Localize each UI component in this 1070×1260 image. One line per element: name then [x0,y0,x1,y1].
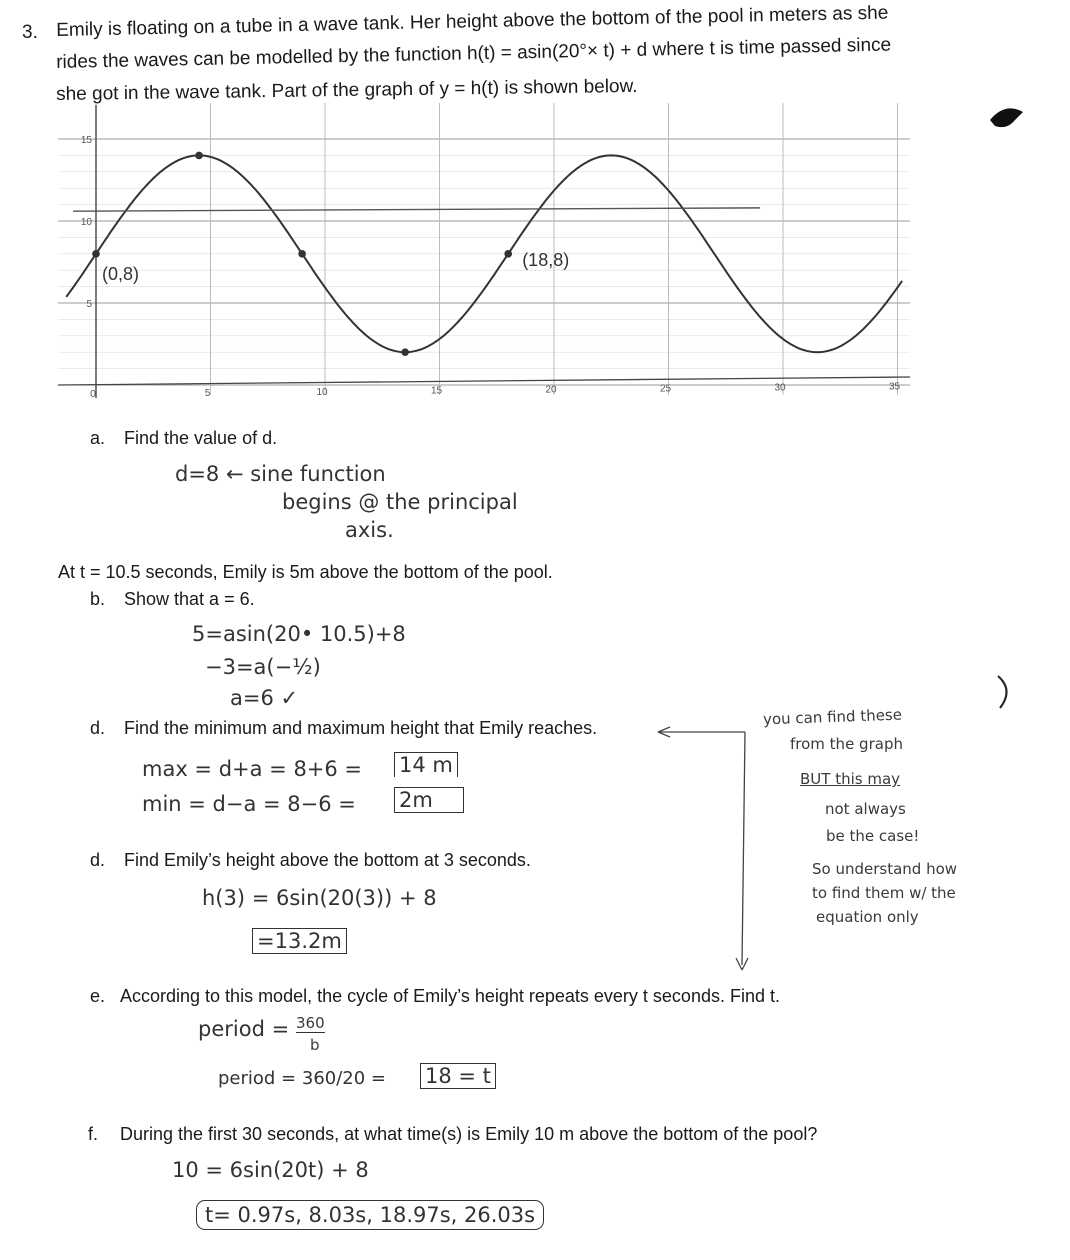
part-c-label: d. [90,718,106,738]
part-e-work-1-numerator: 360 [296,1014,325,1032]
x-tick-label: 20 [545,384,557,396]
part-d-prompt: Find Emily’s height above the bottom at 3 seconds. [124,850,531,870]
part-e-answer: 18 = t [420,1063,496,1089]
question-text-line-3: she got in the wave tank. Part of the graph of y = h(t) is shown below. [56,75,638,105]
part-f-label: f. [88,1124,99,1144]
graph-axes [58,105,910,398]
margin-arrow [650,720,770,980]
part-a-prompt: Find the value of d. [124,428,278,448]
x-tick-label: 30 [774,382,786,394]
point-label-0-8: (0,8) [102,263,140,284]
part-f-prompt: During the first 30 seconds, at what time(s) is Emily 10 m above the bottom of the pool? [120,1124,818,1144]
part-a-work-3: axis. [345,518,394,542]
part-e-work-1-denominator: b [310,1036,320,1054]
context-statement: At t = 10.5 seconds, Emily is 5m above the bottom of the pool. [58,562,553,582]
part-c-min-answer: 2m [394,787,464,813]
y-tick-labels [81,135,93,310]
part-b-work-3: a=6 ✓ [230,686,299,710]
margin-note-line-4: not always [825,800,906,818]
x-tick-label: 15 [430,385,443,397]
part-a-work-2: begins @ the principal [282,490,518,514]
margin-note-line-6: So understand how [812,860,958,878]
question-text-line-2: rides the waves can be modelled by the function h(t) = asin(20°× t) + d where t is time passed since [56,34,892,73]
y-tick-label: 10 [80,217,92,228]
y-tick-label: 5 [86,299,92,310]
margin-note-line-3: BUT this may [800,770,901,788]
curve-point [195,152,203,160]
part-d-work: h(3) = 6sin(20(3)) + 8 [202,886,437,910]
curve-point [298,250,306,258]
corner-arrow-mark [985,100,1030,140]
margin-note-line-2: from the graph [790,735,903,753]
question-text-line-1: Emily is floating on a tube in a wave tank. Her height above the bottom of the pool in meters as she [56,2,889,41]
drawn-reference-line [73,208,760,211]
part-c-min-work: min = d−a = 8−6 = [142,792,356,816]
part-a-work-1: d=8 ← sine function [175,462,386,486]
part-f-work: 10 = 6sin(20t) + 8 [172,1158,369,1182]
margin-note-line-5: be the case! [826,827,920,845]
part-c-max-work: max = d+a = 8+6 = [142,757,363,781]
part-d-answer: =13.2m [252,928,347,954]
question-number: 3. [22,22,38,43]
point-label-18-8: (18,8) [522,249,570,270]
part-b-label: b. [90,589,106,609]
margin-parenthesis-mark [990,672,1020,712]
part-b-work-1: 5=asin(20• 10.5)+8 [192,622,406,646]
curve-point [504,250,512,258]
part-e-work-2: period = 360/20 = [218,1068,386,1089]
x-tick-label: 5 [204,387,211,399]
x-tick-label: 0 [90,389,96,400]
part-d-label: d. [90,850,106,870]
margin-note-line-7: to find them w/ the [812,884,956,902]
curve-point [401,348,409,356]
part-c-max-answer: 14 m [394,752,458,777]
margin-note-line-1: you can find these [762,705,903,729]
curve-point [92,250,100,258]
part-c-prompt: Find the minimum and maximum height that Emily reaches. [124,718,598,738]
part-e-prompt: According to this model, the cycle of Emily’s height repeats every t seconds. Find t. [120,986,780,1006]
part-e-label: e. [90,986,106,1006]
part-a-label: a. [90,428,106,448]
part-b-prompt: Show that a = 6. [124,589,255,609]
x-tick-label: 25 [659,383,672,395]
x-tick-label: 10 [316,386,328,398]
part-f-answer: t= 0.97s, 8.03s, 18.97s, 26.03s [196,1200,544,1230]
sine-graph [40,95,920,415]
graph-grid [58,103,910,395]
y-tick-label: 15 [80,135,92,146]
part-e-work-1-left: period = [198,1017,290,1041]
x-tick-label: 35 [888,381,901,393]
margin-note-line-8: equation only [816,908,919,926]
part-b-work-2: −3=a(−½) [205,655,321,679]
